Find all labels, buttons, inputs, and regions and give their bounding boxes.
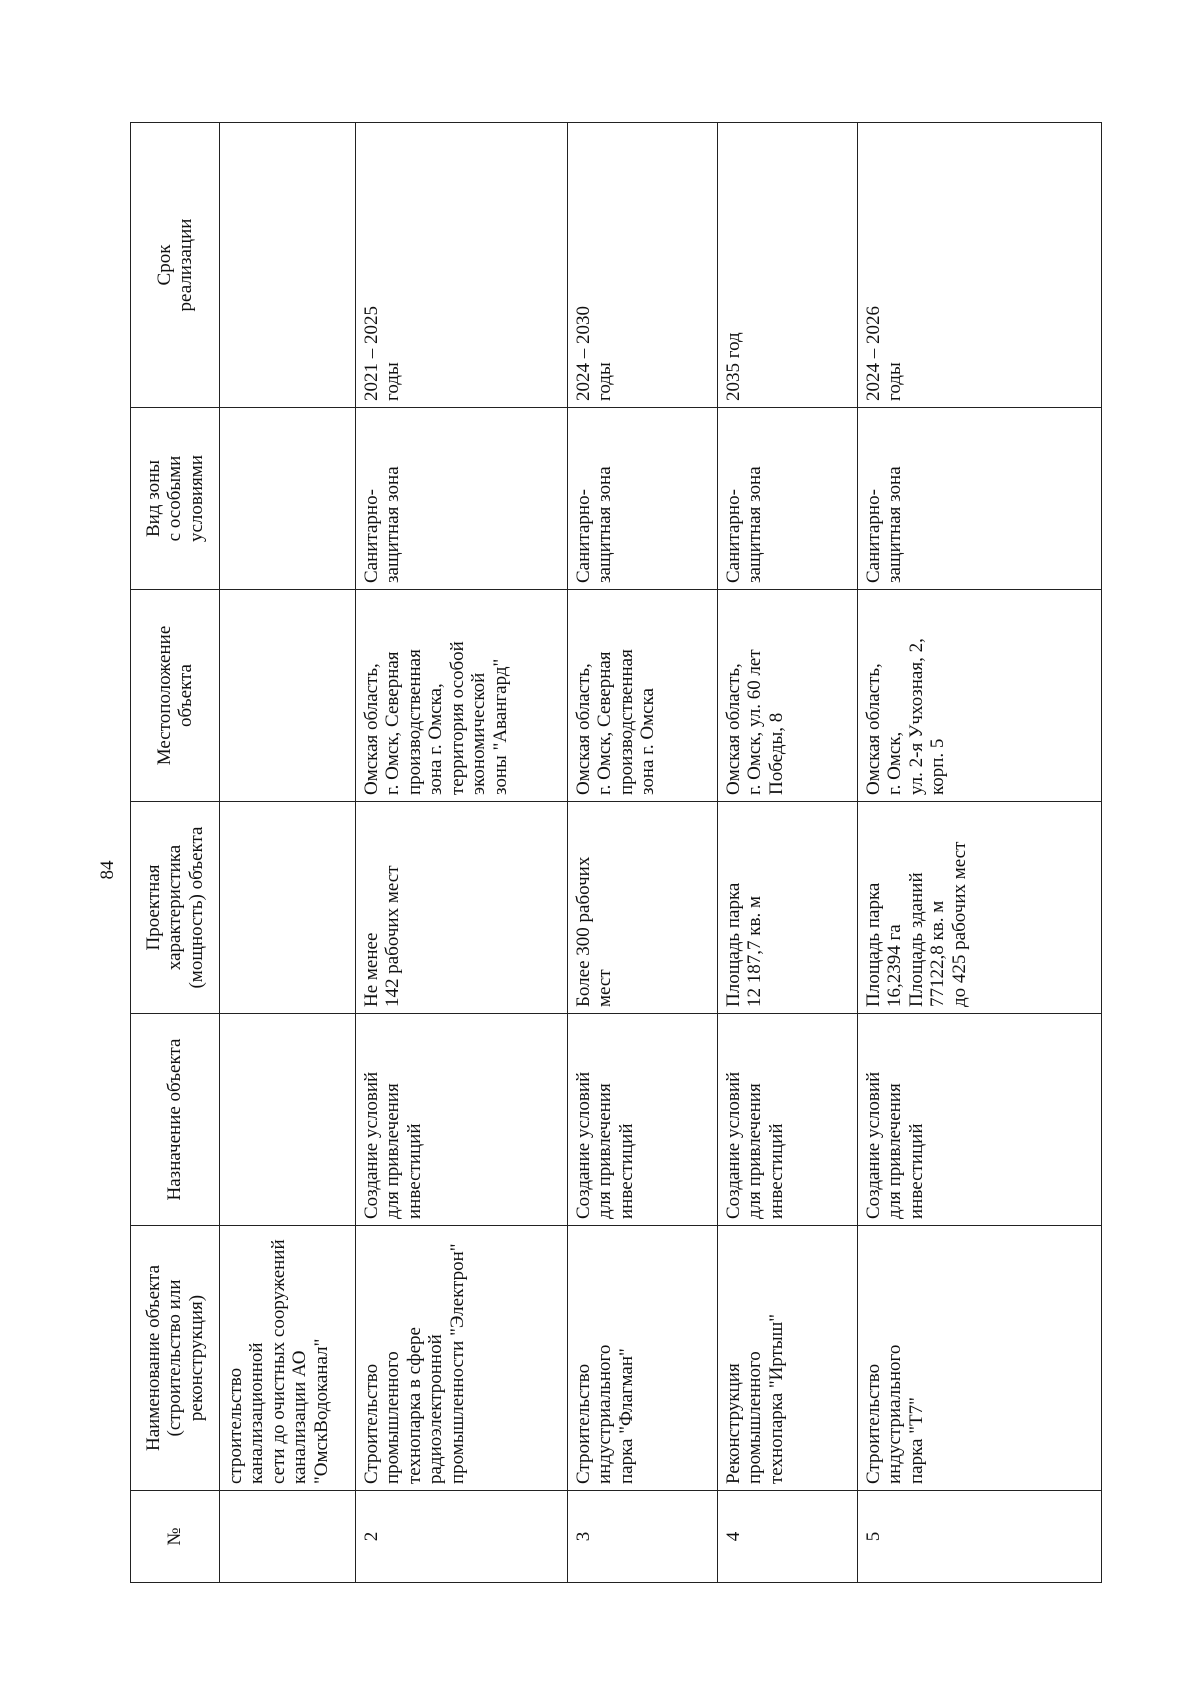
row-zone: Санитарно- защитная зона [858,408,1102,590]
row-term: 2024 – 2026 годы [858,123,1102,408]
table-row [356,123,568,1583]
row-purpose: Создание условий для привлечения инвестиций [718,1014,858,1226]
table-row [568,123,718,1583]
row-capacity [220,802,356,1014]
row-purpose: Создание условий для привлечения инвестиций [568,1014,718,1226]
row-purpose: Создание условий для привлечения инвестиций [858,1014,1102,1226]
header-num: № [131,1491,220,1583]
header-purpose: Назначение объекта [131,1014,220,1226]
row-term: 2021 – 2025 годы [356,123,568,408]
row-term: 2035 год [718,123,858,408]
row-location: Омская область, г. Омск, Северная производственная зона г. Омска [568,590,718,802]
header-location: Местоположение объекта [131,590,220,802]
row-num: 4 [718,1491,858,1583]
row-name: Строительство промышленного технопарка в сфере радиоэлектронной промышленности "Электрон" [356,1226,568,1491]
row-zone: Санитарно- защитная зона [568,408,718,590]
row-location: Омская область, г. Омск, ул. 2-я Учхозная, 2, корп. 5 [858,590,1102,802]
row-name: Реконструкция промышленного технопарка "Иртыш" [718,1226,858,1491]
row-capacity: Площадь парка 16,2394 га Площадь зданий 77122,8 кв. м до 425 рабочих мест [858,802,1102,1014]
table-header-row [131,123,220,1583]
row-num: 5 [858,1491,1102,1583]
header-term: Срок реализации [131,123,220,408]
row-num: 2 [356,1491,568,1583]
row-term: 2024 – 2030 годы [568,123,718,408]
row-capacity: Не менее 142 рабочих мест [356,802,568,1014]
row-location [220,590,356,802]
row-term [220,123,356,408]
row-purpose [220,1014,356,1226]
rotated-table-container [130,123,1101,1583]
row-name: строительство канализационной сети до очистных сооружений канализации АО "ОмскВодоканал" [220,1226,356,1491]
row-zone: Санитарно- защитная зона [356,408,568,590]
row-capacity: Более 300 рабочих мест [568,802,718,1014]
row-num [220,1491,356,1583]
header-capacity: Проектная характеристика (мощность) объекта [131,802,220,1014]
page-number: 84 [97,860,118,880]
row-num: 3 [568,1491,718,1583]
table-row [220,123,356,1583]
row-zone: Санитарно- защитная зона [718,408,858,590]
row-purpose: Создание условий для привлечения инвестиций [356,1014,568,1226]
objects-table [130,122,1102,1583]
row-zone [220,408,356,590]
row-name: Строительство индустриального парка "Т7" [858,1226,1102,1491]
header-name: Наименование объекта (строительство или реконструкция) [131,1226,220,1491]
table-row [718,123,858,1583]
header-zone: Вид зоны с особыми условиями [131,408,220,590]
table-row [858,123,1102,1583]
row-capacity: Площадь парка 12 187,7 кв. м [718,802,858,1014]
row-name: Строительство индустриального парка "Флагман" [568,1226,718,1491]
row-location: Омская область, г. Омск, ул. 60 лет Победы, 8 [718,590,858,802]
row-location: Омская область, г. Омск, Северная производственная зона г. Омска, территория особой экономической зоны "Авангард" [356,590,568,802]
